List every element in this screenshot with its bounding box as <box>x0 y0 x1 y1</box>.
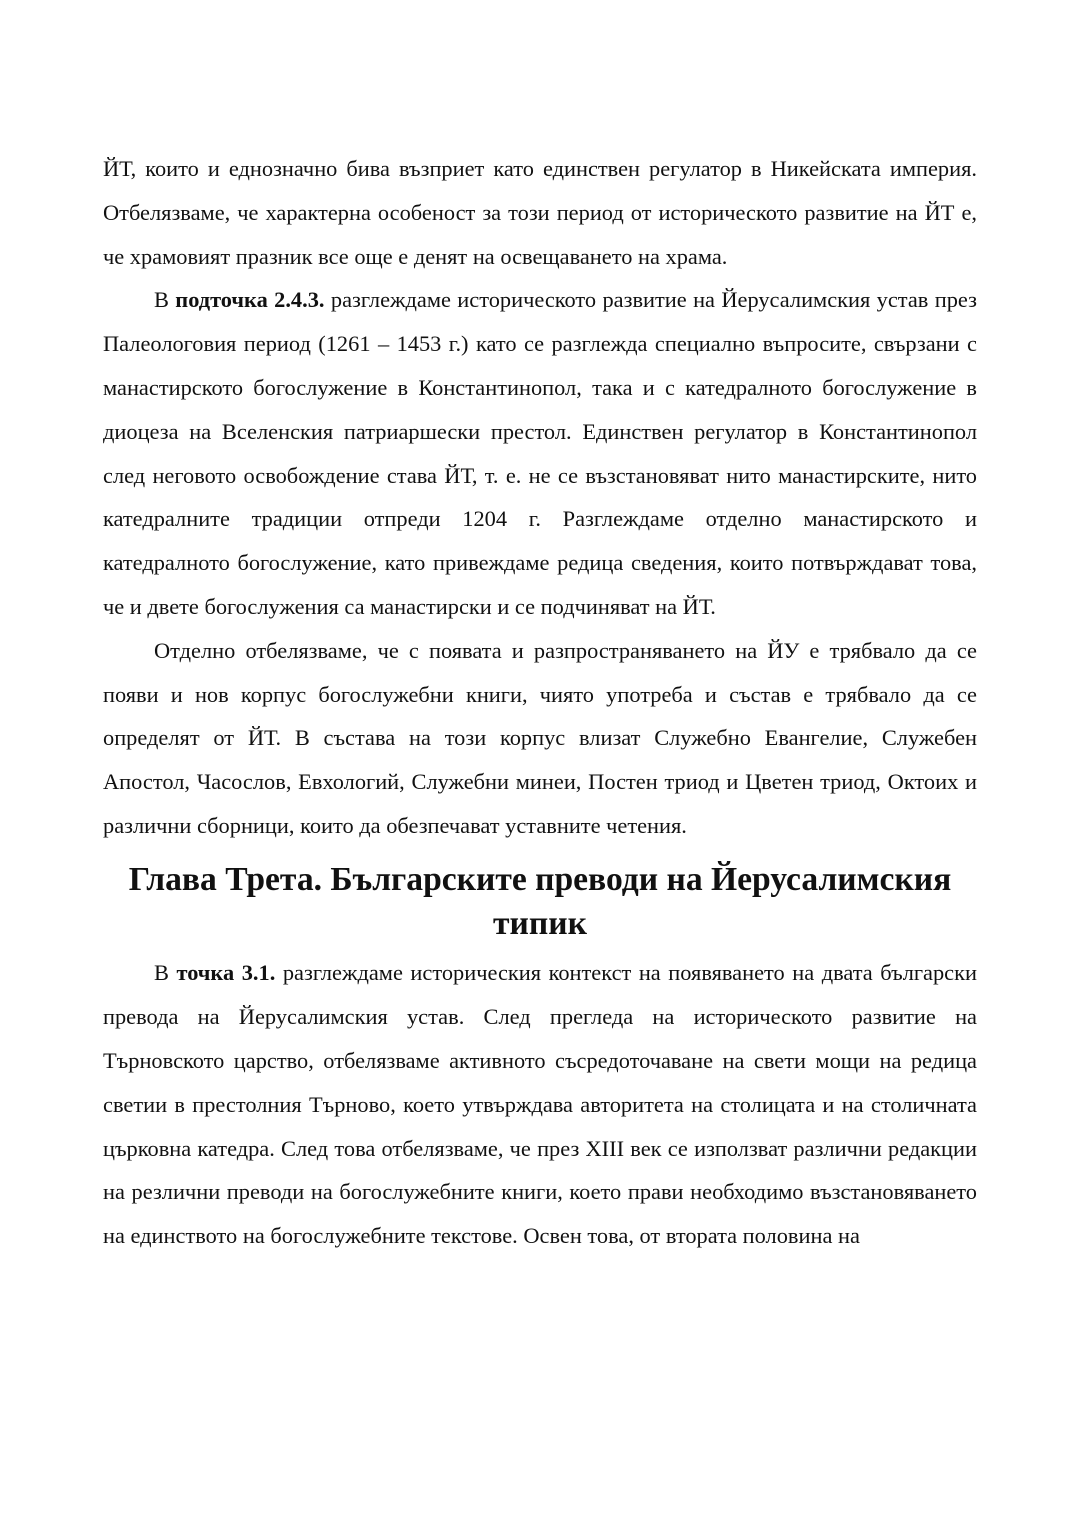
paragraph-3-text: Отделно отбелязваме, че с появата и разпространяването на ЙУ е трябвало да се появи и нов корпус богослужебни книги, чиято употреба и състав е трябвало да се определят от ЙТ. В състава на този корпус влизат Служебно Евангелие, Служебен Апостол, Часослов, Евхологий, Служебни минеи, Постен триод и Цветен триод, Октоих и различни сборници, които да обезпечават уставните четения. <box>103 637 977 838</box>
section-ref-3-1: точка 3.1. <box>176 960 276 986</box>
paragraph-4-prefix: В <box>154 960 177 986</box>
chapter-heading: Глава Трета. Българските преводи на Йерусалимския типик <box>128 860 952 942</box>
paragraph-2-prefix: В <box>154 287 176 313</box>
paragraph-4 <box>103 951 977 1258</box>
paragraph-3 <box>103 629 977 848</box>
paragraph-1-text: ЙТ, които и еднозначно бива възприет като единствен регулатор в Никейската империя. Отбелязваме, че характерна особеност за този период от историческото развитие на ЙТ е, че храмовият празник все още е денят на освещаването на храма. <box>103 156 977 269</box>
subsection-ref-2-4-3: подточка 2.4.3. <box>175 287 325 313</box>
document-page <box>103 147 977 1258</box>
paragraph-4-text: разглеждаме историческия контекст на появяването на двата български превода на Йерусалимския устав. След прегледа на историческото развитие на Търновското царство, отбелязваме активното съсредоточаване на свети мощи на редица светии в престолния Търново, което утвърждава авторитета на столицата и на столичната църковна катедра. След това отбелязваме, че през XIII век се използват различни редакции на резлични преводи на богослужебните книги, което прави необходимо възстановяването на единството на богослужебните текстове. Освен това, от втората половина на <box>103 960 977 1249</box>
paragraph-1 <box>103 147 977 278</box>
paragraph-2 <box>103 278 977 628</box>
paragraph-2-text: разглеждаме историческото развитие на Йерусалимския устав през Палеологовия период (1261 – 1453 г.) като се разглежда специално въпросите, свързани с манастирското богослужение в Константинопол, така и с катедралното богослужение в диоцеза на Вселенския патриаршески престол. Единствен регулатор в Константинопол след неговото освобождение става ЙТ, т. е. не се възстановяват нито манастирските, нито катедралните традиции отпреди 1204 г. Разглеждаме отделно манастирското и катедралното богослужение, като привеждаме редица сведения, които потвърждават това, че и двете богослужения са манастирски и се подчиняват на ЙТ. <box>103 287 977 619</box>
